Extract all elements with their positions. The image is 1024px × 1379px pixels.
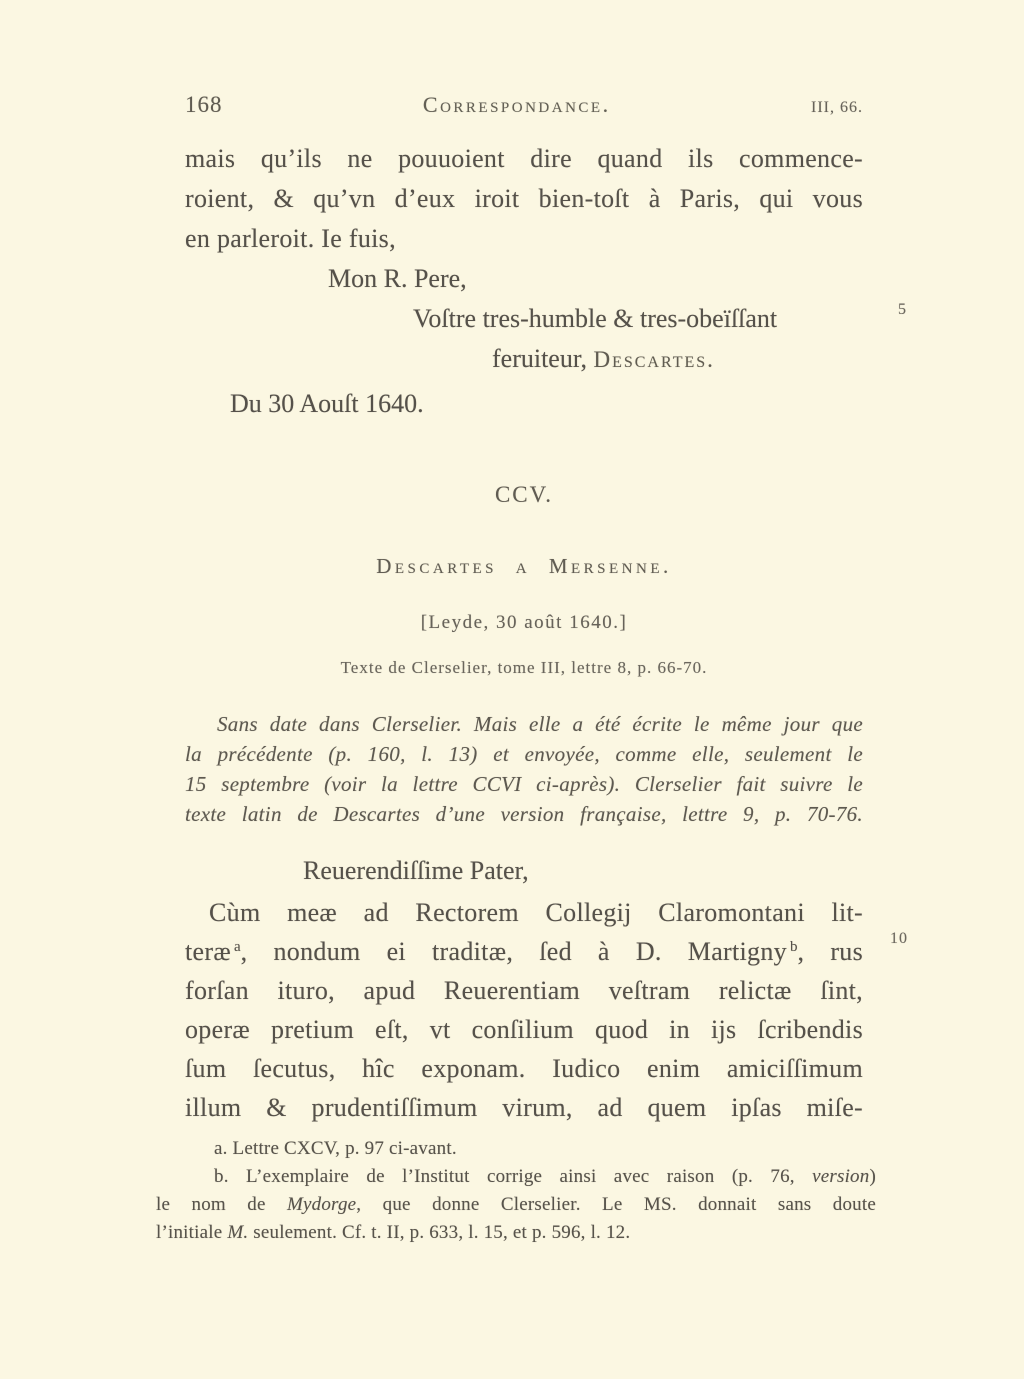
footnote-a: a. Lettre CXCV, p. 97 ci-avant. (214, 1138, 457, 1159)
letter-number-heading: CCV. (494, 482, 554, 507)
footnote-marker-a: a (233, 939, 241, 955)
footnote-italic-word: M. (227, 1222, 249, 1243)
latin-text: , nondum ei traditæ, ſed à D. Martigny (240, 937, 787, 966)
text-line: roient, & qu’vn d’eux iroit bien-toſt à Paris, qui vous (185, 184, 863, 213)
letter-cciv-closing-paragraph (185, 139, 863, 259)
latin-letter-paragraph (185, 893, 863, 1127)
latin-letter-line: operæ pretium eſt, vt conſilium quod in ijs ſcribendis (185, 1015, 863, 1044)
valediction-line-2 (492, 339, 863, 380)
margin-line-number-5: 5 (898, 301, 907, 318)
volume-page-ref: III, 66. (811, 99, 863, 116)
editorial-note-line: la précédente (p. 160, l. 13) et envoyée, comme elle, seulement le (185, 742, 863, 766)
editorial-note (185, 709, 863, 829)
footnote-italic-word: version (812, 1166, 870, 1187)
text-block (156, 0, 876, 1247)
latin-text: , rus (797, 937, 863, 966)
latin-letter-line: illum & prudentiſſimum virum, ad quem ipſas miſe- (185, 1093, 863, 1122)
running-title: Correspondance. (422, 92, 611, 117)
latin-text: teræ (185, 937, 231, 966)
footnote-text: b. L’exemplaire de l’Institut corrige ainsi avec raison (p. 76, (214, 1166, 813, 1187)
page-number: 168 (185, 92, 223, 117)
letter-dateline: Du 30 Aouſt 1640. (230, 389, 424, 418)
latin-letter-line: ſum ſecutus, hîc exponam. Iudico enim amiciſſimum (185, 1054, 863, 1083)
text-line: mais qu’ils ne pouuoient dire quand ils commence- (185, 144, 863, 173)
letter-title: Descartes a Mersenne. (376, 554, 672, 578)
footnote-b-line-3 (156, 1219, 876, 1247)
footnote-text: le nom de (156, 1194, 287, 1215)
footnote-text: ) (869, 1166, 876, 1187)
valediction-text: feruiteur, (492, 344, 594, 373)
editorial-note-line: texte latin de Descartes d’une version française, lettre 9, p. 70-76. (185, 802, 863, 826)
latin-letter-line (185, 932, 863, 971)
margin-line-number-10: 10 (890, 930, 908, 947)
footnotes-block (156, 1135, 876, 1247)
footnote-italic-word: Mydorge (287, 1194, 357, 1215)
footnote-text: , que donne Clerselier. Le MS. donnait sans doute (356, 1194, 876, 1215)
footnote-text: seulement. Cf. t. II, p. 633, l. 15, et p. 596, l. 12. (248, 1222, 631, 1243)
signature-name: Descartes. (593, 347, 715, 372)
footnote-b-line-2 (156, 1191, 876, 1219)
latin-letter-salutation: Reuerendiſſime Pater, (303, 856, 529, 885)
footnote-text: l’initiale (156, 1222, 228, 1243)
closing-salutation: Mon R. Pere, (328, 264, 467, 293)
editorial-note-line: Sans date dans Clerselier. Mais elle a été écrite le même jour que (217, 712, 863, 736)
letter-source-note: Texte de Clerselier, tome III, lettre 8, p. 66-70. (340, 658, 708, 677)
text-line: en parleroit. Ie fuis, (185, 224, 396, 253)
footnote-b-line-1 (156, 1163, 876, 1191)
latin-letter-line: Cùm meæ ad Rectorem Collegij Claromontani lit- (209, 898, 863, 927)
letter-place-date: [Leyde, 30 août 1640.] (420, 612, 628, 633)
footnote-marker-b: b (789, 939, 798, 955)
running-head (185, 0, 863, 120)
latin-letter-line: forſan ituro, apud Reuerentiam veſtram relictæ ſint, (185, 976, 863, 1005)
editorial-note-line: 15 septembre (voir la lettre CCVI ci-après). Clerselier fait suivre le (185, 772, 863, 796)
valediction-line-1: Voſtre tres-humble & tres-obeïſſant (413, 304, 778, 333)
